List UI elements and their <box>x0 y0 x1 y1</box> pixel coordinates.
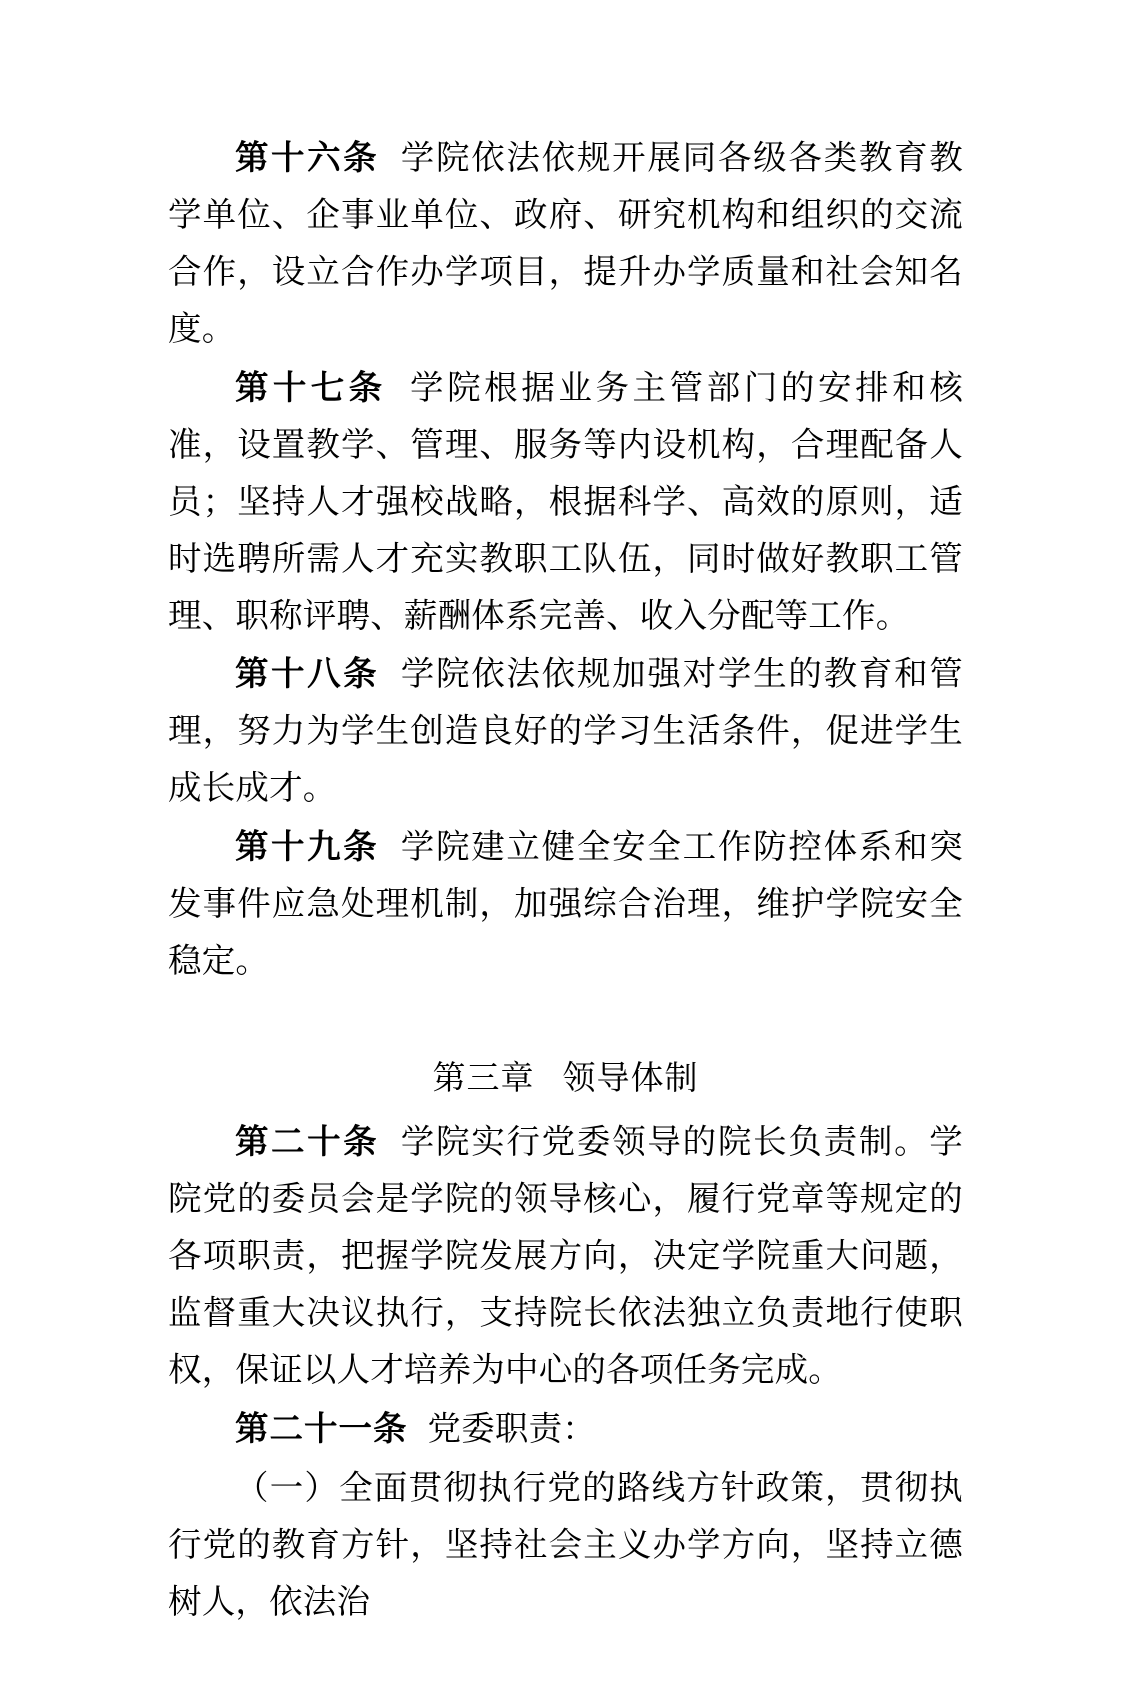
article-paragraph <box>168 646 963 817</box>
article-text: 学院实行党委领导的院长负责制。学院党的委员会是学院的领导核心，履行党章等规定的各项职责，把握学院发展方向，决定学院重大问题，监督重大决议执行，支持院长依法独立负责地行使职权，保证以人才培养为中心的各项任务完成。 <box>168 1122 964 1389</box>
article-paragraph <box>168 360 963 645</box>
article-text: 学院根据业务主管部门的安排和核准，设置教学、管理、服务等内设机构，合理配备人员；坚持人才强校战略，根据科学、高效的原则，适时选聘所需人才充实教职工队伍，同时做好教职工管理、职称评聘、薪酬体系完善、收入分配等工作。 <box>168 367 964 635</box>
list-item <box>168 1460 963 1631</box>
article-text: 学院依法依规加强对学生的教育和管理，努力为学生创造良好的学习生活条件，促进学生成长成才。 <box>168 654 964 808</box>
chapter-title: 领导体制 <box>562 1058 699 1098</box>
article-label: 第十八条 <box>235 654 380 694</box>
article-label: 第二十条 <box>235 1122 380 1162</box>
chapter-number: 第三章 <box>432 1058 535 1098</box>
chapter-heading <box>168 1050 963 1106</box>
heading-spacer <box>168 1106 963 1114</box>
list-item-text: （一）全面贯彻执行党的路线方针政策，贯彻执行党的教育方针，坚持社会主义办学方向，坚持立德树人，依法治 <box>168 1467 963 1621</box>
article-paragraph <box>168 819 963 990</box>
article-text: 党委职责： <box>427 1408 596 1448</box>
article-text: 学院建立健全安全工作防控体系和突发事件应急处理机制，加强综合治理，维护学院安全稳定。 <box>168 827 964 981</box>
article-label: 第二十一条 <box>235 1408 408 1448</box>
article-paragraph <box>168 1114 963 1399</box>
article-text: 学院依法依规开展同各级各类教育教学单位、企事业单位、政府、研究机构和组织的交流合作，设立合作办学项目，提升办学质量和社会知名度。 <box>168 138 964 348</box>
article-paragraph <box>168 1401 963 1458</box>
article-paragraph <box>168 130 963 358</box>
document-body <box>168 130 963 1631</box>
article-label: 第十六条 <box>235 138 380 177</box>
section-spacer <box>168 992 963 1050</box>
article-label: 第十七条 <box>235 367 387 407</box>
article-label: 第十九条 <box>235 827 380 867</box>
